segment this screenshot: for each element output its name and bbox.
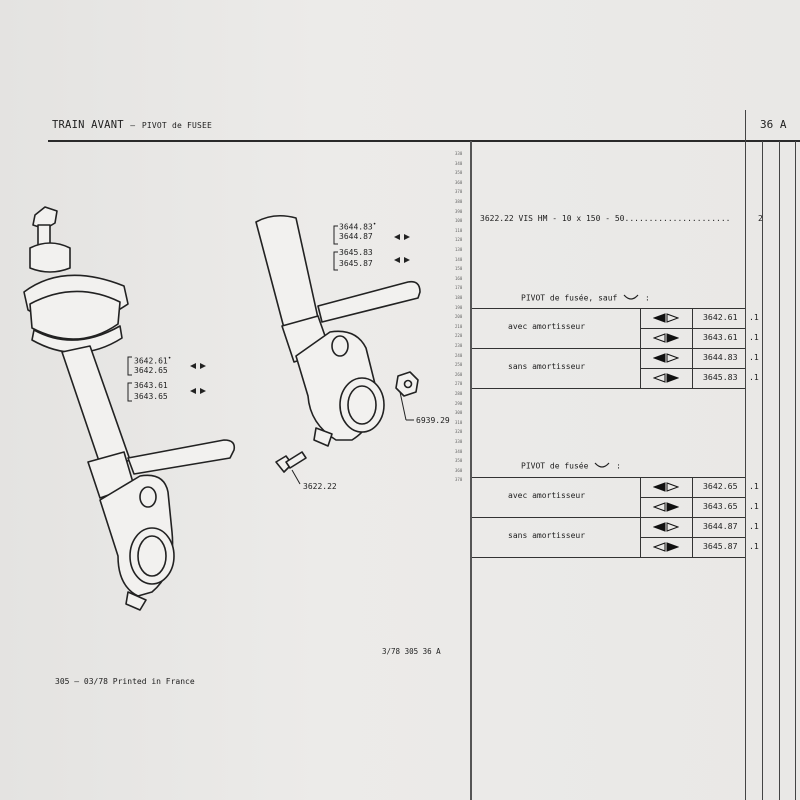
left-side-arrow-icon <box>653 313 679 323</box>
callout-3642-61: 3642.61• <box>134 355 172 366</box>
part-number: 3642.61 <box>703 312 738 322</box>
print-info: 305 – 03/78 Printed in France <box>55 677 195 686</box>
row-number: 180 <box>455 295 463 300</box>
callout-3643-65: 3643.65 <box>134 392 168 401</box>
row-number: 250 <box>455 362 463 368</box>
row-number: 210 <box>455 323 463 329</box>
quantity: .1 <box>749 481 759 491</box>
title-dash: – <box>130 121 136 130</box>
section1-colon: : <box>644 293 650 303</box>
callout-3645-83: 3645.83 <box>339 248 373 257</box>
row-number: 240 <box>455 352 463 358</box>
row-number: 300 <box>455 410 463 416</box>
bullet-mark: • <box>372 221 377 228</box>
table-rule <box>640 537 745 538</box>
table-rule <box>472 557 745 558</box>
screw-line <box>480 214 730 223</box>
group-label: sans amortisseur <box>508 531 586 540</box>
section2-colon: : <box>616 461 621 471</box>
callout-6939-29: 6939.29 <box>416 416 450 425</box>
row-number: 220 <box>455 333 463 339</box>
row-number: 170 <box>455 285 463 291</box>
right-side-arrow-icon <box>653 502 679 512</box>
table-rule <box>472 308 745 309</box>
callout-3644-87: 3644.87 <box>339 232 373 241</box>
row-number: 190 <box>455 304 463 310</box>
part-number: 3643.65 <box>703 501 738 511</box>
qty-column-rule-3 <box>795 141 796 800</box>
row-number: 320 <box>455 429 463 435</box>
row-number: 340 <box>455 448 463 454</box>
row-number: 200 <box>455 314 463 320</box>
right-side-arrow-icon <box>653 373 679 383</box>
row-number: 290 <box>455 400 463 406</box>
callout-3642-65: 3642.65 <box>134 366 168 375</box>
quantity: .1 <box>749 312 759 322</box>
table-rule <box>472 388 745 389</box>
callout-3645-87: 3645.87 <box>339 259 373 268</box>
bullet-mark: • <box>167 355 172 362</box>
callout-3644-83: 3644.83• <box>339 221 377 232</box>
table-rule <box>640 368 745 369</box>
row-number: 360 <box>455 467 463 473</box>
row-number: 270 <box>455 381 463 387</box>
part-number: 3645.83 <box>703 372 738 382</box>
part-number: 3645.87 <box>703 541 738 551</box>
table-rule <box>472 517 745 518</box>
screw-qty: 2 <box>758 214 763 223</box>
table-rule <box>472 477 745 478</box>
row-number: 330 <box>455 439 463 444</box>
section1-heading: PIVOT de fusée, sauf : <box>521 293 650 303</box>
screw-leader-dots: ...................... <box>624 214 731 223</box>
row-number: 340 <box>455 160 463 166</box>
right-side-arrow-icon <box>653 542 679 552</box>
row-number: 230 <box>455 343 463 348</box>
row-number: 120 <box>455 237 463 243</box>
quantity: .1 <box>749 521 759 531</box>
page-subtitle: PIVOT de FUSEE <box>141 121 213 130</box>
row-number: 370 <box>455 189 463 195</box>
quantity: .1 <box>749 372 759 382</box>
page-title: TRAIN AVANT – PIVOT de FUSEE <box>52 119 213 131</box>
suspension-illustration <box>0 140 470 660</box>
right-side-arrow-icon <box>653 333 679 343</box>
quantity: .1 <box>749 501 759 511</box>
part-number: 3644.87 <box>703 521 738 531</box>
tire-symbol-icon <box>622 293 640 303</box>
group-label: avec amortisseur <box>508 491 586 500</box>
quantity: .1 <box>749 352 759 362</box>
figure-reference: 3/78 305 36 A <box>382 647 441 656</box>
row-number: 380 <box>455 199 463 204</box>
part-number: 3643.61 <box>703 332 738 342</box>
left-column-rule <box>470 141 472 800</box>
row-number: 370 <box>455 477 463 483</box>
row-number: 150 <box>455 266 463 272</box>
callout-3643-61: 3643.61 <box>134 381 168 390</box>
part-number: 3642.65 <box>703 481 738 491</box>
row-number: 100 <box>455 218 463 224</box>
row-number: 350 <box>455 170 463 176</box>
qty-column-rule-1 <box>762 141 763 800</box>
qty-column-rule-2 <box>779 141 780 800</box>
section2-heading: PIVOT de fusée : <box>521 461 621 471</box>
table-rule <box>472 348 745 349</box>
row-number: 280 <box>455 391 463 396</box>
page-code: 36 A <box>760 118 787 131</box>
quantity: .1 <box>749 541 759 551</box>
callout-3622-22: 3622.22 <box>303 482 337 491</box>
group-label: sans amortisseur <box>508 362 586 371</box>
row-number: 350 <box>455 458 463 464</box>
row-number: 260 <box>455 371 463 377</box>
left-side-arrow-icon <box>653 482 679 492</box>
left-side-arrow-icon <box>653 522 679 532</box>
row-number: 160 <box>455 275 463 281</box>
part-column-rule <box>745 141 746 800</box>
table-rule <box>640 328 745 329</box>
row-number: 130 <box>455 247 463 252</box>
header-divider <box>745 110 746 141</box>
quantity: .1 <box>749 332 759 342</box>
left-side-arrow-icon <box>653 353 679 363</box>
part-number: 3644.83 <box>703 352 738 362</box>
row-number: 140 <box>455 256 463 262</box>
row-number: 360 <box>455 179 463 185</box>
tire-symbol-icon <box>593 461 611 471</box>
row-number: 330 <box>455 151 463 156</box>
row-number: 310 <box>455 419 463 425</box>
row-number: 390 <box>455 208 463 214</box>
table-rule <box>640 497 745 498</box>
row-number: 110 <box>455 227 463 233</box>
screw-description: 3622.22 VIS HM - 10 x 150 - 50 <box>480 214 625 223</box>
group-label: avec amortisseur <box>508 322 586 331</box>
